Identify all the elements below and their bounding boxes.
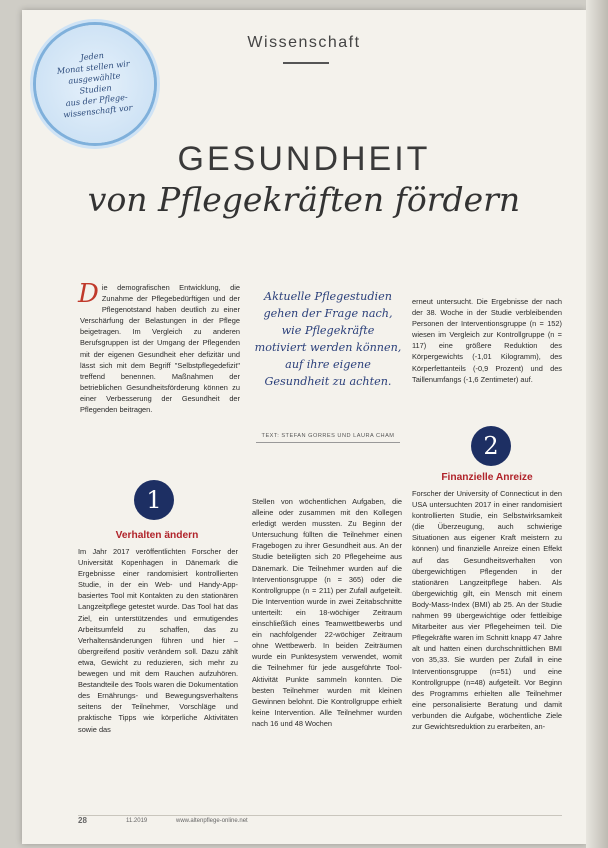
issue-label: 11.2019 xyxy=(126,818,148,824)
title-line-1: GESUNDHEIT xyxy=(177,140,431,178)
section-2-text: Forscher der University of Connecticut in den USA untersuchten 2017 in einer randomisiert kontrollierten Studie, ein Selbstwirksamkeit (die Überzeugung, auch schwierige Situationen aus eigener Kraft meistern zu können) und finanzielle Anreize einen Effekt auf das Gesundheitsverhalten von übergewichtigen Pflegenden in der stationären Langzeitpflege haben. Als übergewichtig gilt, ein Mensch mit einem Body-Mass-Index (BMI) ab 25. An der Studie nahmen 99 übergewichtige oder fettleibige Mitarbeiter aus vier Pflegeheimen teil. Die Pflegekräfte waren im Schnitt knapp 47 Jahre alt und hatten einen durchschnittlichen BMI von 35,33. Sie wurden per Zufall in eine Interventionsgruppe (n=51) und eine Kontrollgruppe (n=48) aufgeteilt. Vor Beginn des Programms erhielten alle Teilnehmer eine personalisierte Beratung und damit verbunden die Aufgabe, wöchentliche Ziele zur Gewichtsreduktion zu erarbeiten, an- xyxy=(412,489,562,731)
pull-quote: Aktuelle Pflegestudien gehen der Frage nach, wie Pflegekräfte motiviert werden können, auf ihre eigene Gesundheit zu achten. xyxy=(254,290,402,388)
section-1-heading: Verhalten ändern xyxy=(115,530,199,541)
title-line-2: von Pflegekräften fördern xyxy=(87,180,521,219)
section-number-1: 1 xyxy=(134,480,174,520)
badge-text: Jeden Monat stellen wir ausgewählte Studien aus der Pflege- wissenschaft vor xyxy=(56,49,133,120)
footer-url: www.altenpflege-online.net xyxy=(176,818,248,824)
next-page-edge xyxy=(586,0,608,848)
section-label: Wissenschaft xyxy=(247,34,361,51)
column-2-text: Stellen von wöchentlichen Aufgaben, die alleine oder zusammen mit den Kollegen erledigt werden mussten. Zu Beginn der Untersuchung füllten die Teilnehmer einen Fragebogen zu ihrer Gesundheit aus. An der Studie beteiligten sich 20 Pflegeheime aus Dänemark. Die Teilnehmer wurden auf die Interventionsgruppe (n = 365) oder die Kontrollgruppe (n = 211) per Zufall aufgeteilt. Die Intervention wurde in zwei Zeitabschnitte unterteilt: ein 18-wöchiger Zeitraum einschließlich eines Teamwettbewerbs und ein nachfolgender 22-wöchiger Zeitraum ohne Wettbewerb. In beiden Zeiträumen wurde ein Punktesystem verwendet, womit die Teilnehmer für jede ausgeführte Tool-Aktivität Punkte sammeln konnten. Die besten Teilnehmer wurden mit kleinen Gewinnen belohnt. Die Kontrollgruppe erhielt keine Intervention. Alle Teilnehmer wurden nach 16 und 48 Wochen xyxy=(252,497,402,728)
author-credit: TEXT: STEFAN GORRES UND LAURA CHAM xyxy=(261,433,395,439)
page-number: 28 xyxy=(78,816,87,825)
intro-paragraph xyxy=(78,279,240,415)
column-3-top-text: erneut untersucht. Die Ergebnisse der nach der 38. Woche in der Studie verbleibenden Personen der Interventionsgruppe (n = 152) wiesen im Vergleich zur Kontrollgruppe (n = 117) eine größere Reduktion des Körpergewichts (-1,01 Kilogramm), des Körperfettanteils (-0,9 Prozent) und des Taillenumfangs (-1,6 Zentimeter) auf. xyxy=(412,297,562,384)
intro-text: ie demografischen Entwicklung, die Zunahme der Pflegebedürftigen und der Pflegenotstand haben deutlich zu einer Verschärfung der Belastungen in der Pflege beigetragen. Im Vergleich zu anderen Berufsgruppen ist der Umgang der Pflegenden mit der eigenen Gesundheit eher defizitär und lässt sich mit dem Begriff "Selbstpflegedefizit" treffend benennen. Maßnahmen der betrieblichen Gesundheitsförderung können zu einer Verbesserung der Gesundheit der Pflegenden beitragen. xyxy=(80,283,240,415)
section-rule xyxy=(283,62,329,64)
section-2-heading: Finanzielle Anreize xyxy=(441,472,533,483)
credit-rule xyxy=(256,442,400,443)
section-1-text: Im Jahr 2017 veröffentlichten Forscher der Universität Kopenhagen in Dänemark die Ergebnisse einer randomisiert kontrollierten Studie, in der ein Web- und Handy-App-basiertes Tool mit Kontakten zu den stationären Langzeitpflege getestet wurde. Das Tool hat das Ziel, ein unterstützendes und ermutigendes Arbeitsumfeld zu schaffen, das zu Verhaltensänderungen führen und hier – übergreifend positiv verändern soll. Dazu zählt etwa, Gewicht zu reduzieren, sich mehr zu bewegen und mit dem Rauchen aufzuhören. Bestandteile des Tools waren die Dokumentation des Ernährungs- und Bewegungsverhaltens seitens der Teilnehmer, Vorschläge und praktische Tipps wie körperliche Aktivitäten sowie das xyxy=(78,547,238,734)
footer-rule xyxy=(78,815,562,816)
drop-cap: D xyxy=(78,279,99,309)
section-number-2: 2 xyxy=(471,426,511,466)
